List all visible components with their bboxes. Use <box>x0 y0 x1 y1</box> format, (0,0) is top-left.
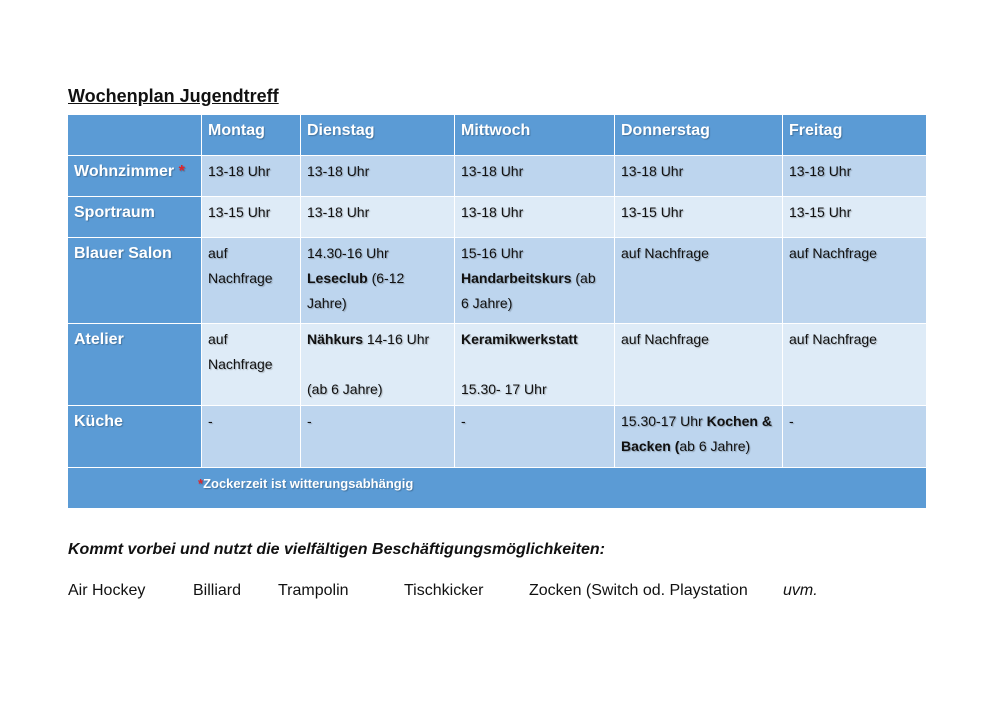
cell-text: auf Nachfrage <box>789 245 877 261</box>
cell-line <box>461 352 608 377</box>
schedule-cell <box>783 197 927 238</box>
cell-line <box>208 409 294 434</box>
day-header: Dienstag <box>301 115 455 156</box>
activity-item: Billiard <box>193 582 242 599</box>
page-title: Wochenplan Jugendtreff <box>68 86 279 106</box>
schedule-cell <box>615 197 783 238</box>
cell-text: - <box>789 413 794 429</box>
cell-line <box>621 200 776 225</box>
cell-line <box>461 241 608 266</box>
day-header: Mittwoch <box>455 115 615 156</box>
course-name: Handarbeitskurs <box>461 270 572 286</box>
cell-line <box>789 327 920 352</box>
footnote-text: Zockerzeit ist witterungsabhängig <box>203 476 414 491</box>
course-name: Kochen & <box>706 413 772 429</box>
cell-text: 14.30-16 Uhr <box>307 245 389 261</box>
cell-text: auf Nachfrage <box>621 331 709 347</box>
schedule-cell <box>455 406 615 468</box>
course-name: Keramikwerkstatt <box>461 331 578 347</box>
schedule-cell <box>615 324 783 406</box>
cell-text: auf Nachfrage <box>789 331 877 347</box>
header-corner <box>68 115 202 156</box>
cell-line <box>307 241 448 266</box>
cell-text: 13-18 Uhr <box>789 163 852 179</box>
day-header: Montag <box>202 115 301 156</box>
schedule-row <box>68 406 927 468</box>
cell-line <box>461 200 608 225</box>
schedule-cell <box>301 238 455 324</box>
schedule-cell <box>202 238 301 324</box>
cell-line <box>621 434 776 459</box>
activity-item: Tischkicker <box>404 582 484 599</box>
room-marker: * <box>178 163 185 180</box>
footnote-row <box>68 468 927 509</box>
cell-text: auf Nachfrage <box>621 245 709 261</box>
cell-text: 13-18 Uhr <box>307 163 370 179</box>
cell-text: ab 6 Jahre) <box>679 438 751 454</box>
room-name: Atelier <box>74 331 124 348</box>
course-name: Backen ( <box>621 438 680 454</box>
cell-text: (6-12 <box>367 270 405 286</box>
cell-line <box>621 241 776 266</box>
schedule-cell <box>783 156 927 197</box>
schedule-cell <box>202 197 301 238</box>
room-name: Blauer Salon <box>74 245 172 262</box>
room-label <box>68 406 202 468</box>
schedule-cell <box>202 406 301 468</box>
room-name: Sportraum <box>74 204 155 221</box>
cell-line <box>307 327 448 352</box>
cell-line <box>307 377 448 402</box>
course-name: Leseclub <box>307 270 368 286</box>
cell-line <box>461 266 608 291</box>
activity-item: Trampolin <box>278 582 349 599</box>
cell-line <box>789 409 920 434</box>
cell-text: 13-15 Uhr <box>789 204 852 220</box>
cell-text: 6 Jahre) <box>461 295 513 311</box>
schedule-table <box>67 114 927 509</box>
schedule-cell <box>301 197 455 238</box>
cell-line <box>621 159 776 184</box>
cell-line <box>208 159 294 184</box>
cell-line <box>208 241 294 266</box>
room-label <box>68 238 202 324</box>
cell-line <box>307 159 448 184</box>
cell-line <box>789 159 920 184</box>
cell-text: (ab 6 Jahre) <box>307 381 383 397</box>
schedule-cell <box>301 324 455 406</box>
header-row <box>68 115 927 156</box>
schedule-cell <box>455 238 615 324</box>
activity-item: uvm. <box>783 582 818 599</box>
day-header: Donnerstag <box>615 115 783 156</box>
room-label <box>68 156 202 197</box>
cell-line <box>621 327 776 352</box>
cell-text: 13-15 Uhr <box>208 204 271 220</box>
cell-text: 13-18 Uhr <box>621 163 684 179</box>
schedule-cell <box>301 406 455 468</box>
schedule-row <box>68 156 927 197</box>
cell-text: - <box>208 413 213 429</box>
cell-line <box>208 266 294 291</box>
schedule-cell <box>783 406 927 468</box>
room-name: Küche <box>74 413 123 430</box>
cell-line <box>307 200 448 225</box>
cell-text: Nachfrage <box>208 270 273 286</box>
cell-line <box>789 241 920 266</box>
room-label <box>68 324 202 406</box>
cell-text: 13-18 Uhr <box>307 204 370 220</box>
cell-line <box>208 352 294 377</box>
cell-line <box>789 200 920 225</box>
room-label <box>68 197 202 238</box>
cell-text: 13-18 Uhr <box>461 204 524 220</box>
activity-item: Zocken (Switch od. Playstation <box>529 582 748 599</box>
cell-line <box>307 409 448 434</box>
cell-line <box>621 409 776 434</box>
schedule-cell <box>783 324 927 406</box>
schedule-row <box>68 197 927 238</box>
schedule-cell <box>615 238 783 324</box>
footnote <box>68 468 927 509</box>
cell-line <box>307 291 448 316</box>
cell-text: auf <box>208 331 228 347</box>
schedule-row <box>68 324 927 406</box>
cell-line <box>461 377 608 402</box>
schedule-cell <box>202 324 301 406</box>
cell-text: 15-16 Uhr <box>461 245 524 261</box>
schedule-cell <box>202 156 301 197</box>
cell-text: 13-15 Uhr <box>621 204 684 220</box>
cell-line <box>461 291 608 316</box>
schedule-cell <box>615 406 783 468</box>
invite-text: Kommt vorbei und nutzt die vielfältigen Beschäftigungsmöglichkeiten: <box>68 541 605 558</box>
cell-line <box>208 200 294 225</box>
cell-text: - <box>461 413 466 429</box>
cell-text: Nachfrage <box>208 356 273 372</box>
schedule-row <box>68 238 927 324</box>
cell-text: 13-18 Uhr <box>461 163 524 179</box>
cell-text: 13-18 Uhr <box>208 163 271 179</box>
cell-text: 15.30-17 Uhr <box>621 413 707 429</box>
room-name: Wohnzimmer <box>74 163 175 180</box>
schedule-cell <box>455 156 615 197</box>
schedule-cell <box>455 197 615 238</box>
cell-text: Jahre) <box>307 295 347 311</box>
schedule-cell <box>615 156 783 197</box>
schedule-cell <box>301 156 455 197</box>
cell-text: - <box>307 413 312 429</box>
schedule-cell <box>455 324 615 406</box>
schedule-cell <box>783 238 927 324</box>
cell-text: 14-16 Uhr <box>363 331 430 347</box>
cell-text: (ab <box>571 270 596 286</box>
cell-line <box>307 352 448 377</box>
cell-text: auf <box>208 245 228 261</box>
course-name: Nähkurs <box>307 331 364 347</box>
cell-text: 15.30- 17 Uhr <box>461 381 547 397</box>
cell-line <box>461 159 608 184</box>
footnote-marker: * <box>198 476 204 491</box>
day-header: Freitag <box>783 115 927 156</box>
cell-line <box>461 327 608 352</box>
activity-item: Air Hockey <box>68 582 146 599</box>
cell-line <box>461 409 608 434</box>
cell-line <box>307 266 448 291</box>
cell-line <box>208 327 294 352</box>
